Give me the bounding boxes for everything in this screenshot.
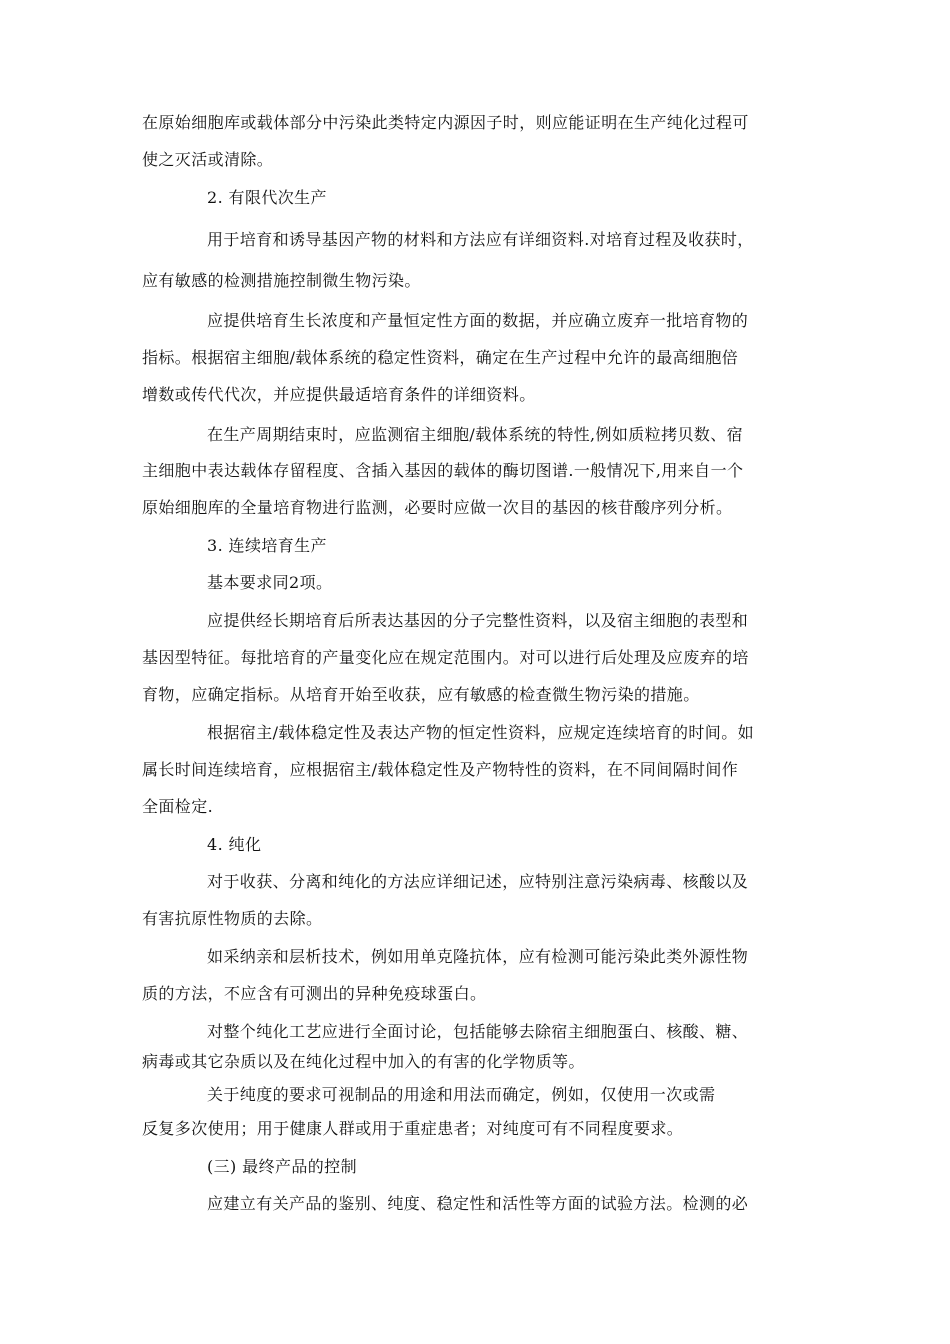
paragraph-line: 基本要求同2项。: [207, 573, 333, 592]
paragraph-line: 病毒或其它杂质以及在纯化过程中加入的有害的化学物质等。: [142, 1052, 585, 1071]
paragraph-line: 在原始细胞库或载体部分中污染此类特定内源因子时，则应能证明在生产纯化过程可: [142, 113, 749, 132]
paragraph-line: 主细胞中表达载体存留程度、含插入基因的载体的酶切图谱.一般情况下,用来自一个: [142, 461, 744, 480]
paragraph-line: 应有敏感的检测措施控制微生物污染。: [142, 271, 421, 290]
paragraph-line: 对于收获、分离和纯化的方法应详细记述，应特别注意污染病毒、核酸以及: [207, 872, 749, 891]
paragraph-line: 用于培育和诱导基因产物的材料和方法应有详细资料.对培育过程及收获时，: [207, 230, 754, 249]
paragraph-line: 指标。根据宿主细胞/载体系统的稳定性资料，确定在生产过程中允许的最高细胞倍: [142, 348, 739, 367]
paragraph-line: 全面检定.: [142, 797, 214, 816]
section-heading: 3. 连续培育生产: [207, 536, 327, 555]
paragraph-line: 如采纳亲和层析技术，例如用单克隆抗体，应有检测可能污染此类外源性物: [207, 947, 749, 966]
section-heading: 2. 有限代次生产: [207, 188, 327, 207]
paragraph-line: 育物，应确定指标。从培育开始至收获，应有敏感的检查微生物污染的措施。: [142, 685, 700, 704]
paragraph-line: 关于纯度的要求可视制品的用途和用法而确定，例如，仅使用一次或需: [207, 1085, 716, 1104]
paragraph-line: 有害抗原性物质的去除。: [142, 909, 323, 928]
paragraph-line: 属长时间连续培育，应根据宿主/载体稳定性及产物特性的资料，在不同间隔时间作: [142, 760, 739, 779]
paragraph-line: 应建立有关产品的鉴别、纯度、稳定性和活性等方面的试验方法。检测的必: [207, 1194, 749, 1213]
paragraph-line: 应提供培育生长浓度和产量恒定性方面的数据，并应确立废弃一批培育物的: [207, 311, 749, 330]
paragraph-line: 原始细胞库的全量培育物进行监测，必要时应做一次目的基因的核苷酸序列分析。: [142, 498, 733, 517]
paragraph-line: 应提供经长期培育后所表达基因的分子完整性资料，以及宿主细胞的表型和: [207, 611, 749, 630]
paragraph-line: 增数或传代代次，并应提供最适培育条件的详细资料。: [142, 385, 536, 404]
paragraph-line: 使之灭活或清除。: [142, 150, 274, 169]
section-heading: (三) 最终产品的控制: [207, 1157, 357, 1176]
paragraph-line: 反复多次使用；用于健康人群或用于重症患者；对纯度可有不同程度要求。: [142, 1119, 684, 1138]
paragraph-line: 在生产周期结束时，应监测宿主细胞/载体系统的特性,例如质粒拷贝数、宿: [207, 425, 744, 444]
paragraph-line: 基因型特征。每批培育的产量变化应在规定范围内。对可以进行后处理及应废弃的培: [142, 648, 749, 667]
section-heading: 4. 纯化: [207, 835, 262, 854]
paragraph-line: 根据宿主/载体稳定性及表达产物的恒定性资料，应规定连续培育的时间。如: [207, 723, 754, 742]
paragraph-line: 对整个纯化工艺应进行全面讨论，包括能够去除宿主细胞蛋白、核酸、糖、: [207, 1022, 749, 1041]
paragraph-line: 质的方法，不应含有可测出的异种免疫球蛋白。: [142, 984, 487, 1003]
